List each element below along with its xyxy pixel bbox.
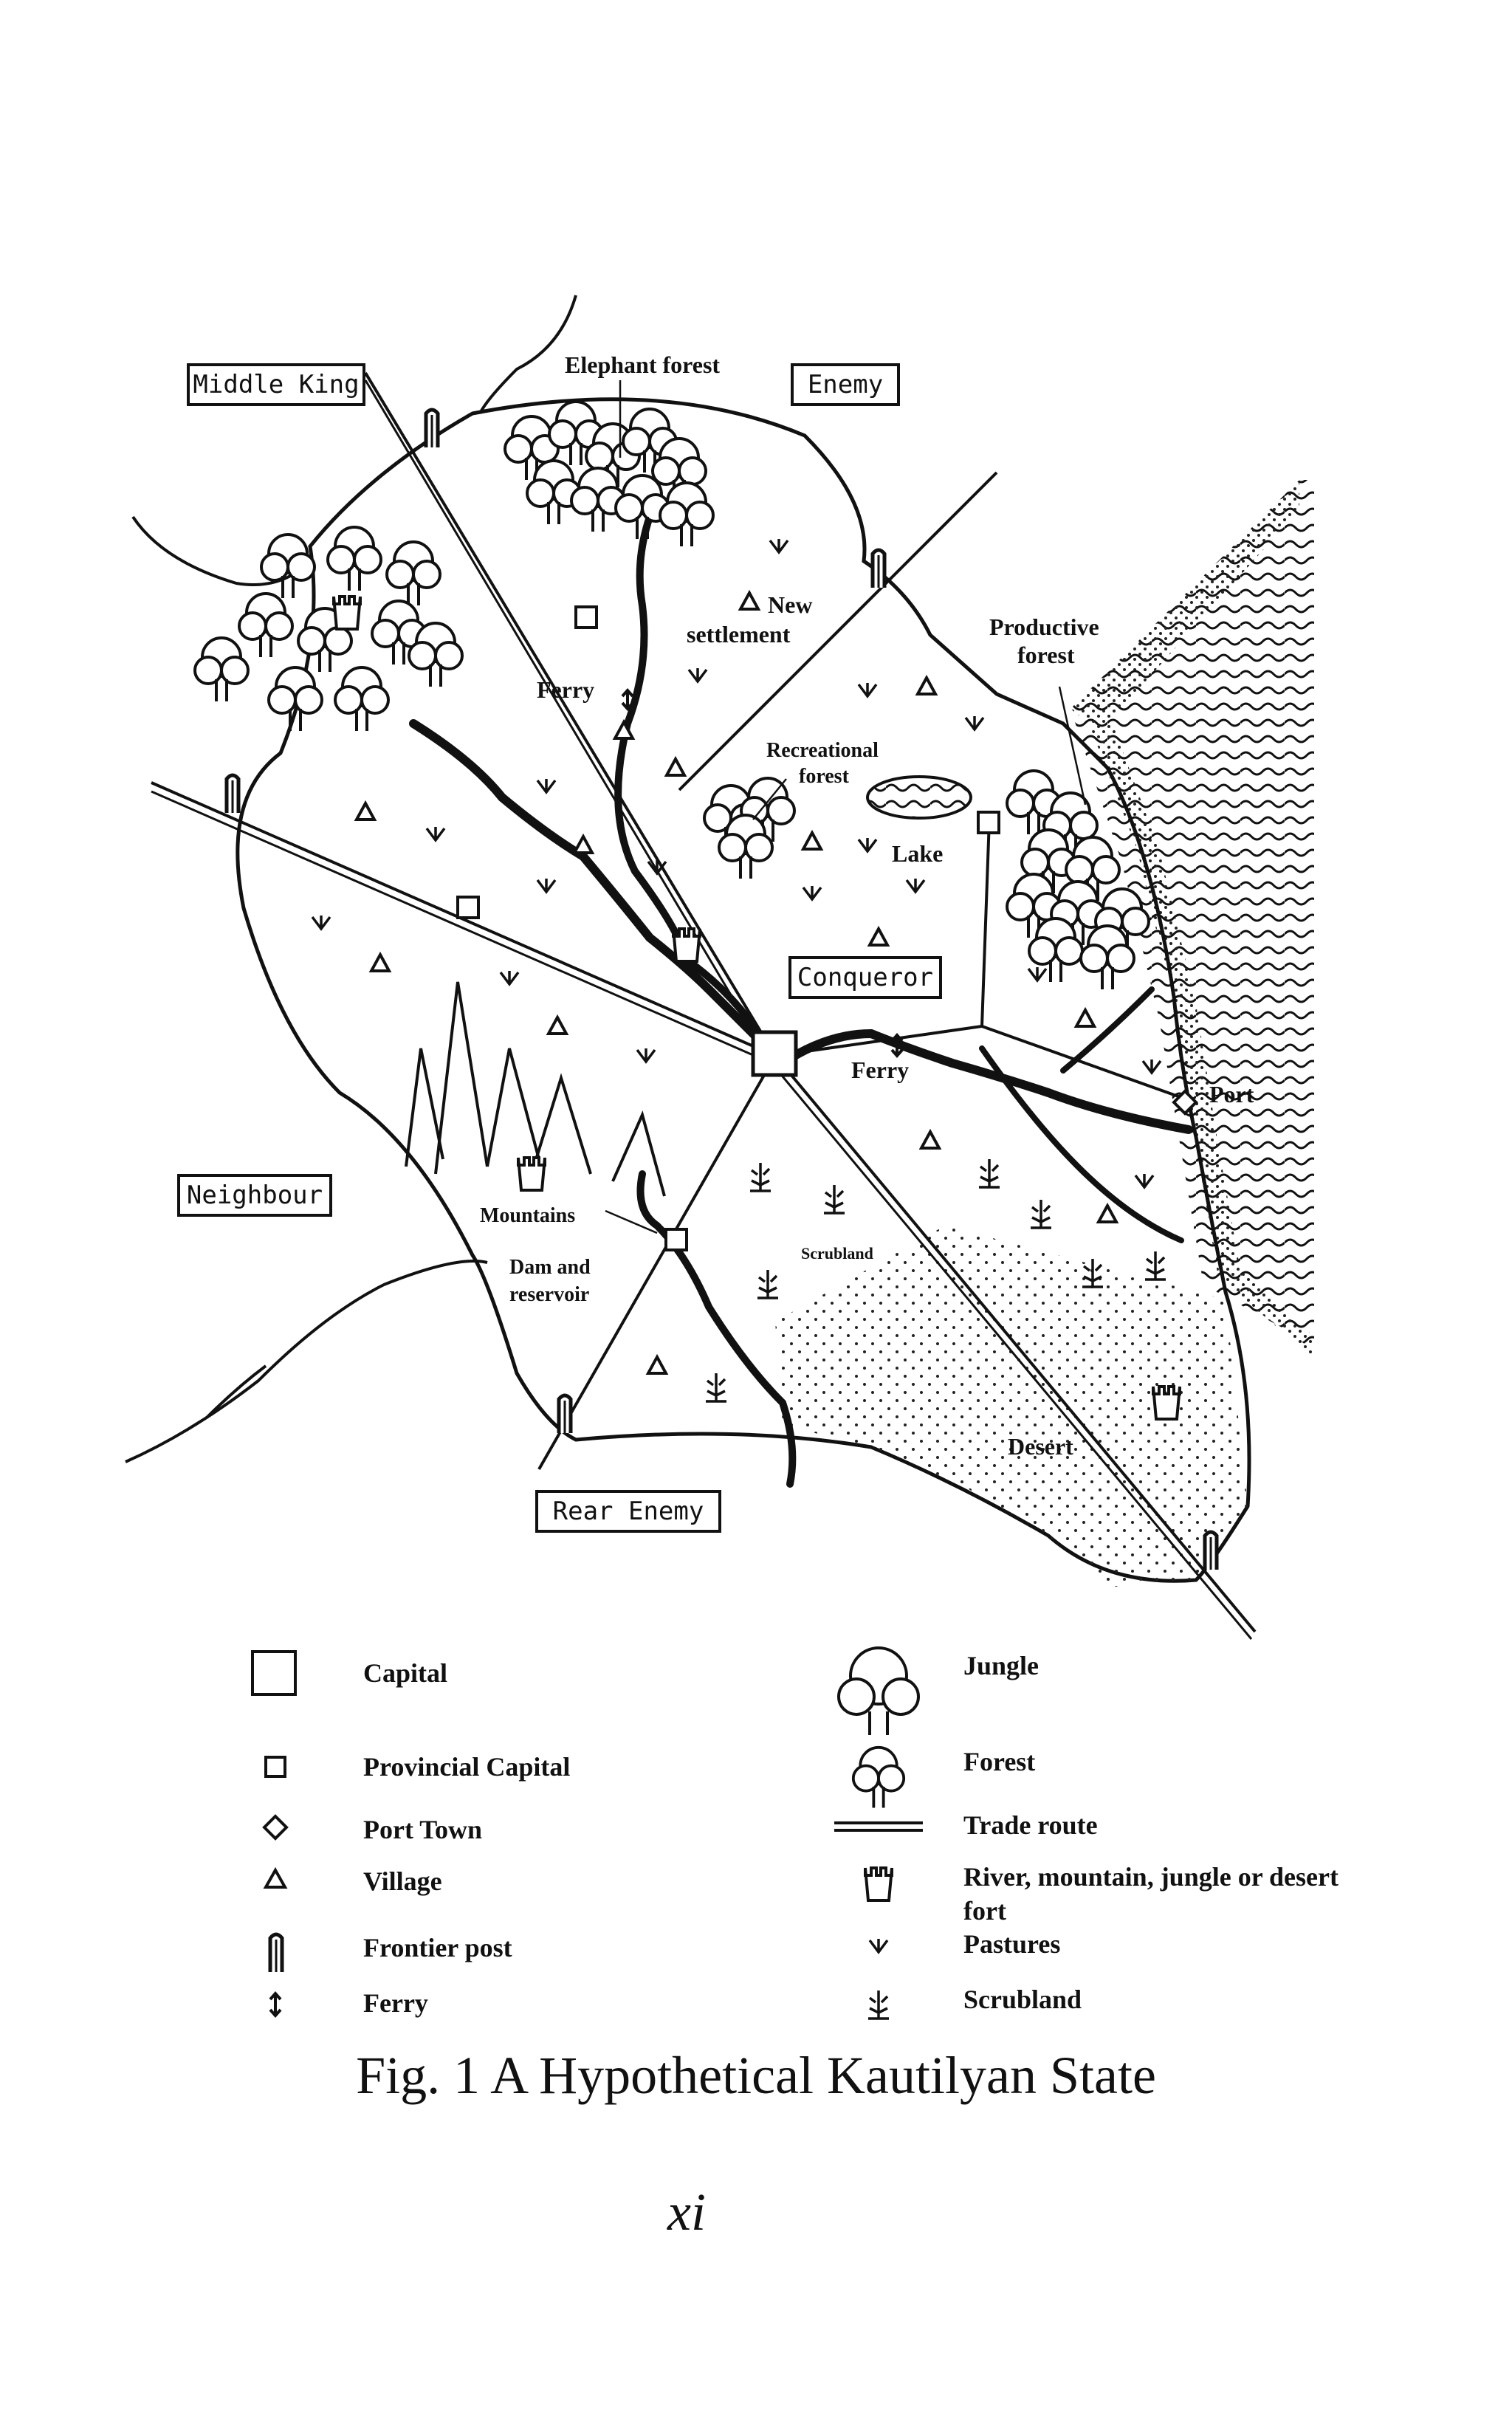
region-conqueror (790, 958, 941, 997)
capital-icon (252, 1652, 295, 1694)
legend-jungle: Jungle (963, 1651, 1040, 1680)
label-productive-forest: Productive (989, 614, 1099, 640)
label-dam-2: reservoir (509, 1283, 590, 1306)
village-icon (266, 1870, 285, 1887)
legend-fort: River, mountain, jungle or desert (963, 1862, 1339, 1892)
forest-icon (853, 1748, 904, 1808)
label-desert: Desert (1008, 1433, 1073, 1460)
recreational-forest (704, 778, 794, 879)
legend-frontier-post: Frontier post (363, 1933, 512, 1962)
legend-pastures: Pastures (963, 1929, 1061, 1959)
legend-forest: Forest (963, 1747, 1036, 1776)
label-productive-forest-2: forest (1017, 642, 1075, 668)
pastures-icon (870, 1939, 887, 1952)
label-recreational-forest: Recreational (766, 739, 879, 762)
legend-scrubland: Scrubland (963, 1985, 1082, 2014)
label-new-settlement: New (768, 591, 813, 618)
legend-fort-2: fort (963, 1896, 1006, 1926)
region-rear-enemy (537, 1491, 720, 1531)
svg-text:Neighbour: Neighbour (186, 1181, 323, 1210)
label-lake: Lake (892, 840, 944, 867)
port-town-icon (264, 1816, 286, 1838)
ferry-icon (270, 1993, 281, 2016)
legend-ferry: Ferry (363, 1988, 428, 2018)
capital-marker (753, 1032, 796, 1075)
legend-village: Village (363, 1866, 442, 1896)
lake (867, 777, 971, 818)
label-ferry-east: Ferry (851, 1057, 910, 1083)
scrubland-icon (868, 1991, 889, 2019)
label-scrubland: Scrubland (801, 1244, 873, 1263)
svg-text:Conqueror: Conqueror (797, 963, 934, 992)
svg-text:Enemy: Enemy (807, 370, 884, 399)
jungle-icon (839, 1648, 918, 1735)
svg-text:Rear Enemy: Rear Enemy (552, 1497, 704, 1526)
page-number: xi (667, 2182, 706, 2242)
fort-icon (865, 1868, 892, 1900)
label-mountains: Mountains (480, 1204, 576, 1227)
elephant-forest (505, 402, 713, 546)
label-dam: Dam and (509, 1256, 591, 1279)
legend (252, 1648, 1339, 2019)
region-neighbour (179, 1175, 331, 1215)
figure-caption: Fig. 1 A Hypothetical Kautilyan State (356, 2046, 1156, 2105)
label-elephant-forest: Elephant forest (565, 351, 721, 378)
label-recreational-forest-2: forest (799, 765, 849, 788)
legend-capital: Capital (363, 1658, 448, 1688)
label-new-settlement-2: settlement (687, 621, 791, 648)
provincial-capital-icon (266, 1757, 285, 1776)
trade-route-icon (834, 1823, 923, 1830)
legend-provincial-capital: Provincial Capital (363, 1752, 571, 1782)
legend-port-town: Port Town (363, 1815, 483, 1844)
region-middle-king (188, 365, 364, 405)
label-port: Port (1209, 1081, 1254, 1107)
label-ferry-north: Ferry (537, 676, 595, 703)
legend-trade-route: Trade route (963, 1810, 1098, 1840)
frontier-post-icon (270, 1934, 282, 1972)
region-enemy (792, 365, 898, 405)
svg-text:Middle King: Middle King (193, 370, 360, 399)
west-jungle (195, 527, 462, 731)
